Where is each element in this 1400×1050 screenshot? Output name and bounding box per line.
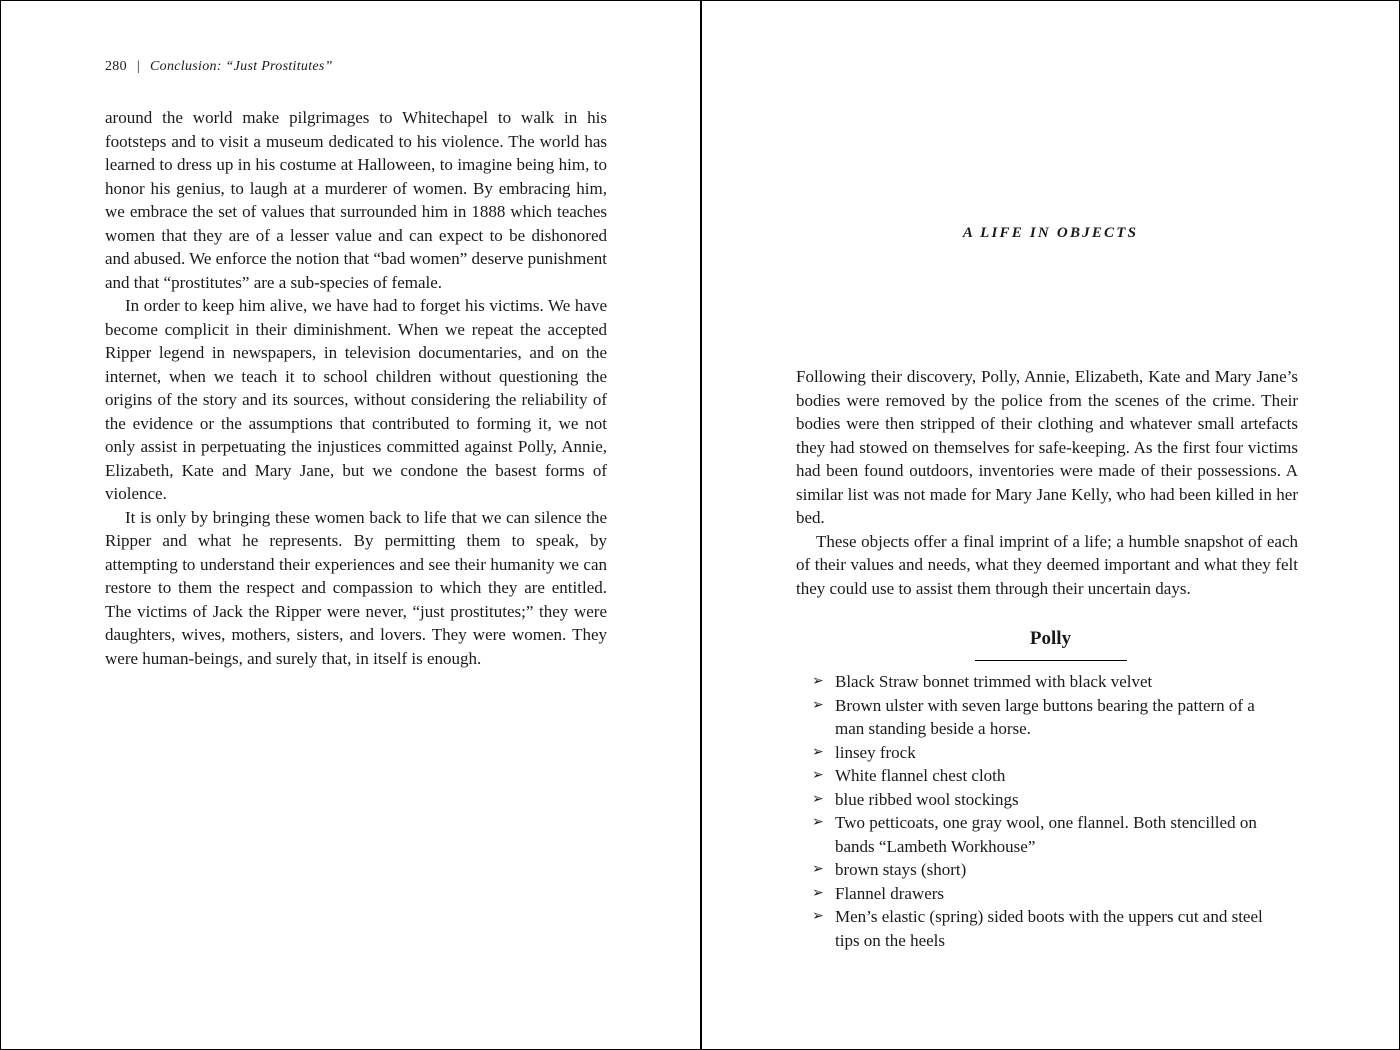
left-page <box>1 1 700 1049</box>
list-item-text: Men’s elastic (spring) sided boots with the uppers cut and steel tips on the heels <box>835 907 1263 950</box>
objects-list <box>812 670 1272 952</box>
arrow-bullet-icon: ➢ <box>812 743 824 760</box>
arrow-bullet-icon: ➢ <box>812 861 824 877</box>
section-title: A LIFE IN OBJECTS <box>962 225 1139 241</box>
subheading-underline <box>975 660 1127 661</box>
paragraph: Following their discovery, Polly, Annie, Elizabeth, Kate and Mary Jane’s bodies were removed by the police from the scenes of the crime. Their bodies were then stripped of their clothing and whatever small artefacts they had stowed on themselves for safe-keeping. As the first four victims had been found outdoors, inventories were made of their possessions. A similar list was not made for Mary Jane Kelly, who had been killed in her bed. <box>796 367 1298 527</box>
chapter-running-title: Conclusion: “Just Prostitutes” <box>150 59 333 74</box>
paragraph: It is only by bringing these women back to life that we can silence the Ripper and what he represents. By permitting them to speak, by attempting to understand their experiences and see their humanity we can restore to them the respect and compassion to which they are entitled. The victims of Jack the Ripper were never, “just prostitutes;” they were daughters, wives, mothers, sisters, and lovers. They were women. They were human-beings, and surely that, in itself is enough. <box>105 507 607 668</box>
paragraph: In order to keep him alive, we have had to forget his victims. We have become complicit in their diminishment. When we repeat the accepted Ripper legend in newspapers, in television documentaries, and on the internet, when we teach it to school children without questioning the origins of the story and its sources, without considering the reliability of the evidence or the assumptions that contributed to forming it, we not only assist in perpetuating the injustices committed against Polly, Annie, Elizabeth, Kate and Mary Jane, but we condone the basest forms of violence. <box>105 296 607 503</box>
list-item-text: Two petticoats, one gray wool, one flannel. Both stencilled on bands “Lambeth Workhouse” <box>835 813 1257 856</box>
arrow-bullet-icon: ➢ <box>812 908 824 924</box>
arrow-bullet-icon: ➢ <box>812 767 824 783</box>
arrow-bullet-icon: ➢ <box>812 814 824 830</box>
list-item <box>812 788 1272 812</box>
arrow-bullet-icon: ➢ <box>812 884 824 901</box>
list-item <box>812 741 1272 765</box>
list-item <box>812 882 1272 906</box>
paragraph: These objects offer a final imprint of a life; a humble snapshot of each of their values and needs, what they deemed important and what they felt they could use to assist them through their uncertain days. <box>796 531 1298 598</box>
arrow-bullet-icon: ➢ <box>812 673 824 689</box>
list-item-text: linsey frock <box>835 742 916 762</box>
left-body-text <box>105 106 607 670</box>
subheading-polly: Polly <box>1029 628 1072 649</box>
list-item-text: blue ribbed wool stockings <box>835 789 1019 809</box>
right-page <box>702 1 1399 1049</box>
list-item-text: brown stays (short) <box>835 860 967 879</box>
list-item <box>812 905 1272 952</box>
list-item-text: Brown ulster with seven large buttons bearing the pattern of a man standing beside a horse. <box>835 695 1255 738</box>
list-item <box>812 858 1272 882</box>
list-item <box>812 764 1272 788</box>
running-head-separator: | <box>136 59 141 74</box>
polly-heading-block <box>702 627 1399 661</box>
arrow-bullet-icon: ➢ <box>812 696 824 713</box>
running-head <box>105 59 333 75</box>
list-item-text: Flannel drawers <box>835 883 945 903</box>
list-item-text: Black Straw bonnet trimmed with black velvet <box>835 672 1153 691</box>
list-item <box>812 694 1272 741</box>
list-item-text: White flannel chest cloth <box>835 766 1006 785</box>
list-item <box>812 670 1272 694</box>
list-item <box>812 811 1272 858</box>
page-number: 280 <box>105 59 127 74</box>
right-intro-text <box>796 365 1298 600</box>
arrow-bullet-icon: ➢ <box>812 790 824 807</box>
paragraph: around the world make pilgrimages to Whitechapel to walk in his footsteps and to visit a museum dedicated to his violence. The world has learned to dress up in his costume at Halloween, to imagine being him, to honor his genius, to laugh at a murderer of women. By embracing him, we embrace the set of values that surrounded him in 1888 which teaches women that they are of a lesser value and can expect to be dishonored and abused. We enforce the notion that “bad women” deserve punishment and that “prostitutes” are a sub-species of female. <box>105 108 608 292</box>
